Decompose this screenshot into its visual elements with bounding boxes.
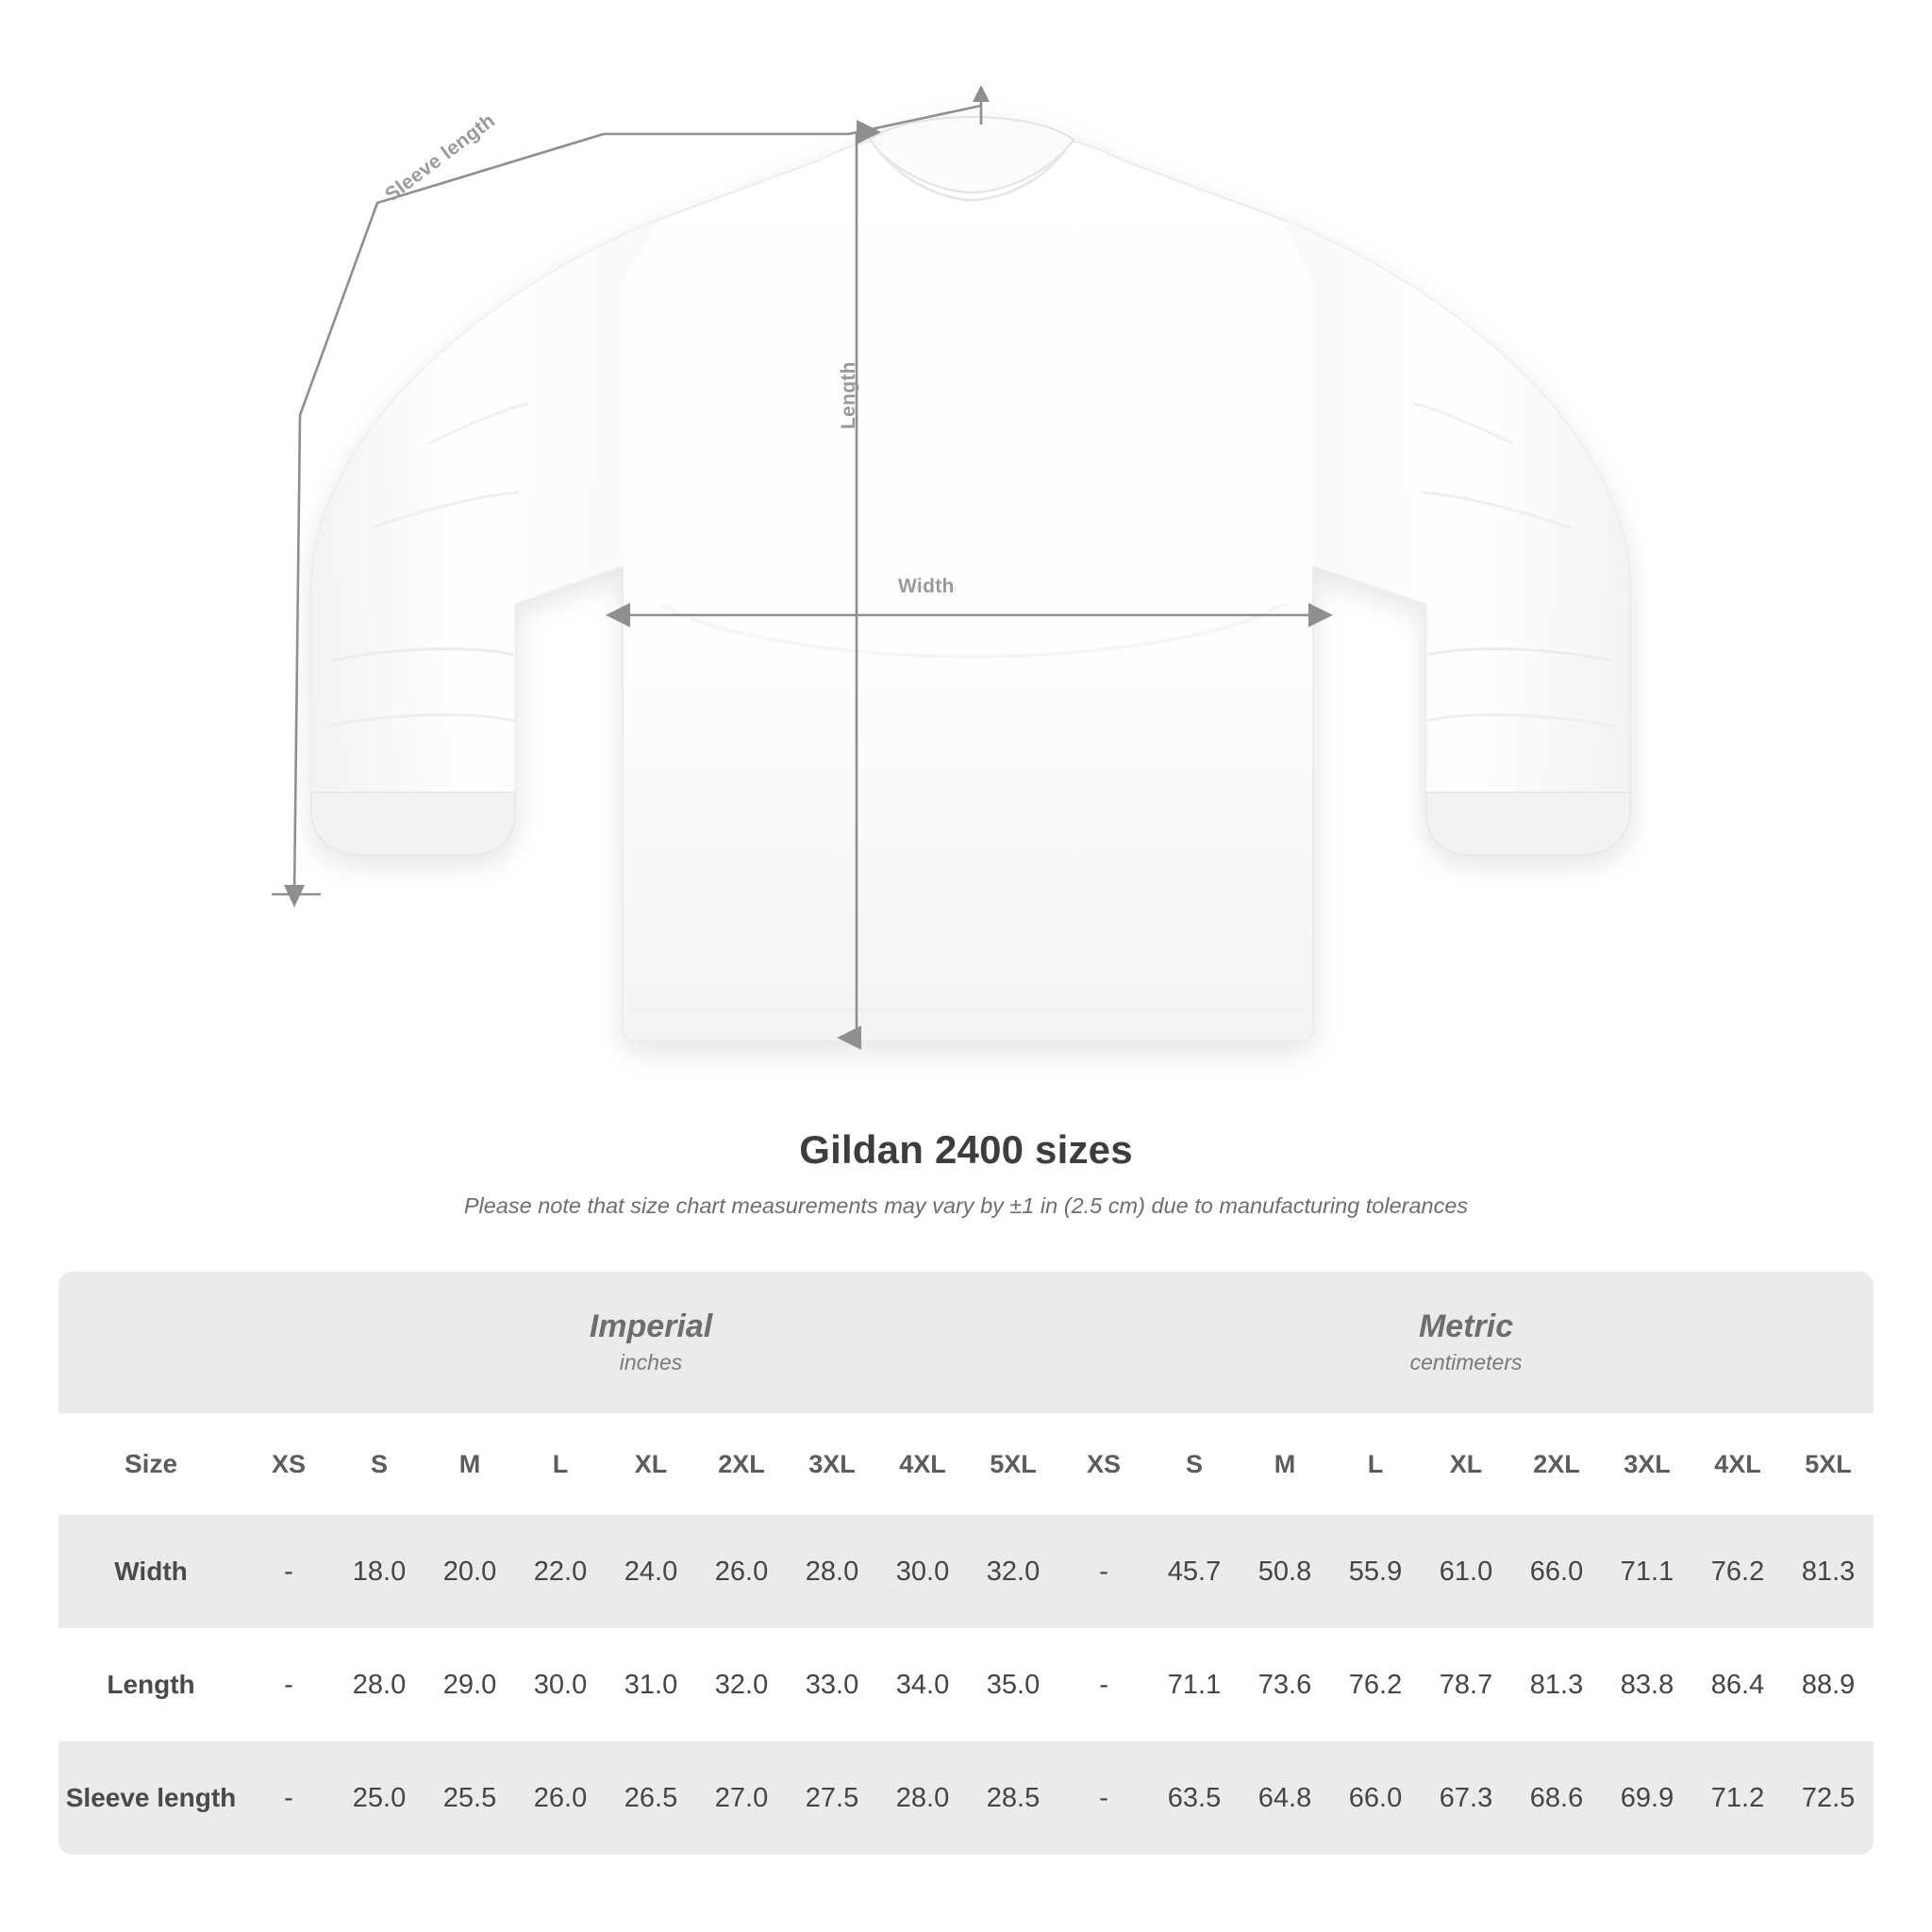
table-row xyxy=(58,1741,1874,1855)
column-header-14: 2XL xyxy=(1511,1413,1602,1515)
tolerance-note: Please note that size chart measurements may vary by ±1 in (2.5 cm) due to manufacturing tolerances xyxy=(463,1193,1469,1218)
cell-1-3: 30.0 xyxy=(515,1628,606,1741)
cell-2-13: 67.3 xyxy=(1421,1741,1511,1855)
cell-0-10: 45.7 xyxy=(1149,1515,1240,1628)
cell-2-12: 66.0 xyxy=(1330,1741,1421,1855)
cell-2-9: - xyxy=(1058,1741,1149,1855)
column-header-0: XS xyxy=(243,1413,334,1515)
cell-1-2: 29.0 xyxy=(425,1628,515,1741)
units-corner-cell xyxy=(58,1272,243,1413)
cell-1-5: 32.0 xyxy=(696,1628,787,1741)
row-header-width: Width xyxy=(58,1515,243,1628)
cell-2-15: 69.9 xyxy=(1602,1741,1692,1855)
unit-metric-sub: centimeters xyxy=(1409,1350,1523,1374)
column-header-11: M xyxy=(1240,1413,1330,1515)
row-header-sleeve-length: Sleeve length xyxy=(58,1741,243,1855)
cell-1-8: 35.0 xyxy=(968,1628,1058,1741)
cell-2-8: 28.5 xyxy=(968,1741,1058,1855)
cell-1-9: - xyxy=(1058,1628,1149,1741)
cell-1-17: 88.9 xyxy=(1783,1628,1874,1741)
column-header-4: XL xyxy=(606,1413,696,1515)
shirt-body xyxy=(311,117,1630,1041)
column-header-17: 5XL xyxy=(1783,1413,1874,1515)
cell-0-8: 32.0 xyxy=(968,1515,1058,1628)
column-header-10: S xyxy=(1149,1413,1240,1515)
cell-0-13: 61.0 xyxy=(1421,1515,1511,1628)
cell-2-7: 28.0 xyxy=(877,1741,968,1855)
unit-imperial-sub: inches xyxy=(619,1350,683,1374)
cell-2-16: 71.2 xyxy=(1692,1741,1783,1855)
size-header-cell: Size xyxy=(58,1413,243,1515)
table-row xyxy=(58,1628,1874,1741)
size-table-body xyxy=(58,1515,1874,1855)
length-label: Length xyxy=(838,361,859,429)
column-header-7: 4XL xyxy=(877,1413,968,1515)
cell-2-11: 64.8 xyxy=(1240,1741,1330,1855)
cell-1-1: 28.0 xyxy=(334,1628,425,1741)
title-block xyxy=(0,1127,1932,1219)
unit-group-imperial xyxy=(243,1272,1058,1413)
column-header-row xyxy=(58,1413,1874,1515)
column-header-8: 5XL xyxy=(968,1413,1058,1515)
cell-2-4: 26.5 xyxy=(606,1741,696,1855)
column-header-13: XL xyxy=(1421,1413,1511,1515)
table-row xyxy=(58,1515,1874,1628)
cell-0-16: 76.2 xyxy=(1692,1515,1783,1628)
cell-2-3: 26.0 xyxy=(515,1741,606,1855)
cell-1-16: 86.4 xyxy=(1692,1628,1783,1741)
cell-2-1: 25.0 xyxy=(334,1741,425,1855)
units-header-row xyxy=(58,1272,1874,1413)
column-header-12: L xyxy=(1330,1413,1421,1515)
cell-0-9: - xyxy=(1058,1515,1149,1628)
cell-2-0: - xyxy=(243,1741,334,1855)
column-header-2: M xyxy=(425,1413,515,1515)
cell-0-7: 30.0 xyxy=(877,1515,968,1628)
column-header-16: 4XL xyxy=(1692,1413,1783,1515)
cell-1-6: 33.0 xyxy=(787,1628,877,1741)
column-header-6: 3XL xyxy=(787,1413,877,1515)
cell-0-4: 24.0 xyxy=(606,1515,696,1628)
cell-1-0: - xyxy=(243,1628,334,1741)
cell-1-15: 83.8 xyxy=(1602,1628,1692,1741)
unit-metric-name: Metric xyxy=(1418,1307,1514,1344)
cell-1-7: 34.0 xyxy=(877,1628,968,1741)
cell-0-0: - xyxy=(243,1515,334,1628)
column-header-15: 3XL xyxy=(1602,1413,1692,1515)
column-header-3: L xyxy=(515,1413,606,1515)
cell-0-17: 81.3 xyxy=(1783,1515,1874,1628)
size-table-container xyxy=(58,1272,1874,1855)
cell-1-14: 81.3 xyxy=(1511,1628,1602,1741)
page-title: Gildan 2400 sizes xyxy=(799,1127,1133,1172)
cell-2-6: 27.5 xyxy=(787,1741,877,1855)
cell-1-10: 71.1 xyxy=(1149,1628,1240,1741)
unit-imperial-name: Imperial xyxy=(589,1307,713,1344)
sleeve-length-label: Sleeve length xyxy=(381,109,500,207)
cell-0-14: 66.0 xyxy=(1511,1515,1602,1628)
cell-0-12: 55.9 xyxy=(1330,1515,1421,1628)
cell-2-10: 63.5 xyxy=(1149,1741,1240,1855)
cell-2-14: 68.6 xyxy=(1511,1741,1602,1855)
cell-1-13: 78.7 xyxy=(1421,1628,1511,1741)
unit-group-metric xyxy=(1058,1272,1874,1413)
cell-0-3: 22.0 xyxy=(515,1515,606,1628)
width-label: Width xyxy=(898,575,955,597)
cell-1-12: 76.2 xyxy=(1330,1628,1421,1741)
cell-0-15: 71.1 xyxy=(1602,1515,1692,1628)
column-header-9: XS xyxy=(1058,1413,1149,1515)
cell-1-11: 73.6 xyxy=(1240,1628,1330,1741)
cell-0-1: 18.0 xyxy=(334,1515,425,1628)
cell-1-4: 31.0 xyxy=(606,1628,696,1741)
cell-2-5: 27.0 xyxy=(696,1741,787,1855)
cell-2-2: 25.5 xyxy=(425,1741,515,1855)
column-header-5: 2XL xyxy=(696,1413,787,1515)
cell-0-11: 50.8 xyxy=(1240,1515,1330,1628)
column-header-1: S xyxy=(334,1413,425,1515)
row-header-length: Length xyxy=(58,1628,243,1741)
cell-2-17: 72.5 xyxy=(1783,1741,1874,1855)
cell-0-6: 28.0 xyxy=(787,1515,877,1628)
cell-0-5: 26.0 xyxy=(696,1515,787,1628)
size-table xyxy=(58,1272,1874,1855)
cell-0-2: 20.0 xyxy=(425,1515,515,1628)
